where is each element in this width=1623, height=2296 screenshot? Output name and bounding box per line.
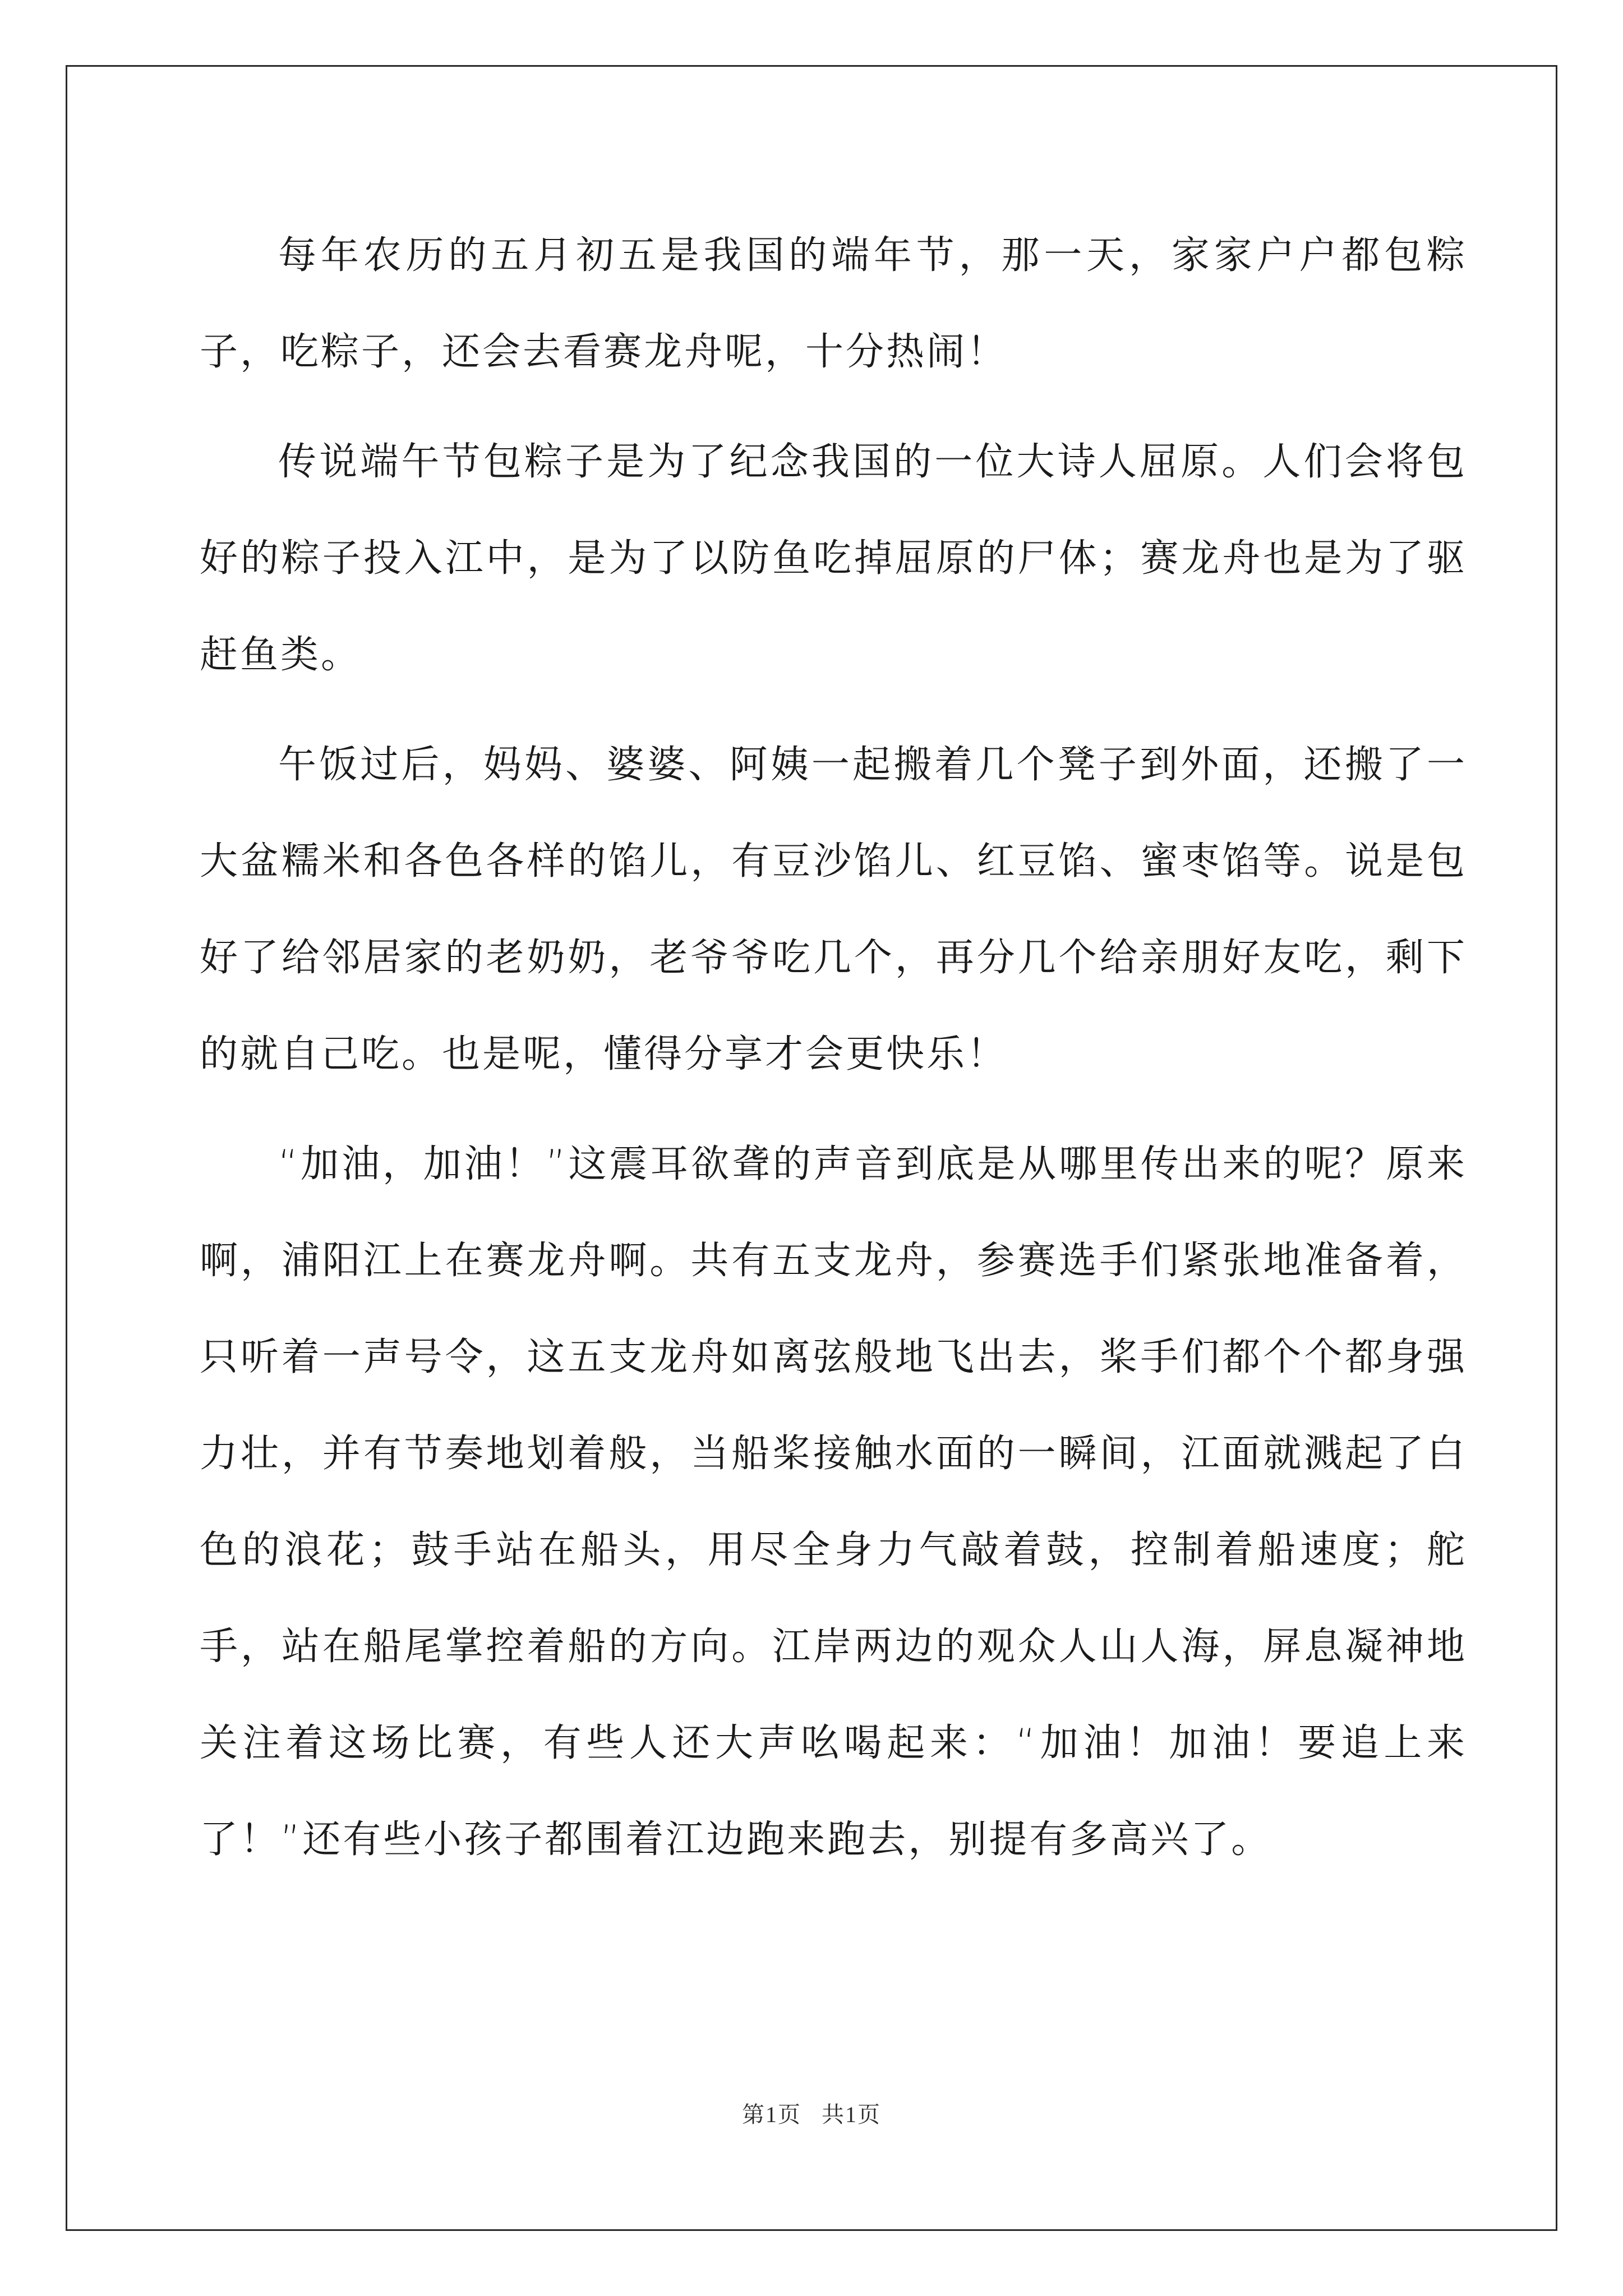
paragraph-3: 午饭过后，妈妈、婆婆、阿姨一起搬着几个凳子到外面，还搬了一大盆糯米和各色各样的馅儿，有豆沙馅儿、红豆馅、蜜枣馅等。说是包好了给邻居家的老奶奶，老爷爷吃几个，再分几个给亲朋好友吃，剩下的就自己吃。也是呢，懂得分享才会更快乐！ [200, 743, 1467, 1076]
document-body [200, 208, 1467, 1888]
paragraph-1: 每年农历的五月初五是我国的端年节，那一天，家家户户都包粽子，吃粽子，还会去看赛龙舟呢，十分热闹！ [200, 233, 1467, 374]
page-number: 第1页 共1页 [742, 2102, 881, 2127]
paragraph-4: “加油，加油！”这震耳欲聋的声音到底是从哪里传出来的呢？原来啊，浦阳江上在赛龙舟啊。共有五支龙舟，参赛选手们紧张地准备着，只听着一声号令，这五支龙舟如离弦般地飞出去，桨手们都个个都身强力壮，并有节奏地划着般，当船桨接触水面的一瞬间，江面就溅起了白色的浪花；鼓手站在船头，用尽全身力气敲着鼓，控制着船速度；舵手，站在船尾掌控着船的方向。江岸两边的观众人山人海，屏息凝神地关注着这场比赛，有些人还大声吆喝起来：“加油！加油！要追上来了！”还有些小孩子都围着江边跑来跑去，别提有多高兴了。 [200, 1142, 1467, 1862]
paragraph-2: 传说端午节包粽子是为了纪念我国的一位大诗人屈原。人们会将包好的粽子投入江中，是为了以防鱼吃掉屈原的尸体；赛龙舟也是为了驱赶鱼类。 [200, 440, 1467, 677]
